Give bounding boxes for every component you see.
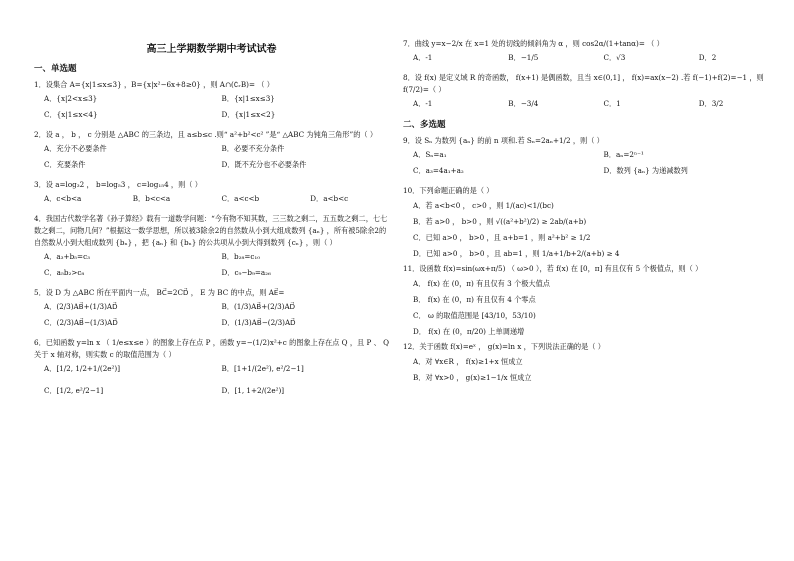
option-a[interactable]: A．{x|2<x≤3}	[44, 94, 98, 103]
question-9-stem: 9．设 Sₙ 为数列 {aₙ} 的前 n 项和.若 Sₙ=2aₙ+1/2 ，则（ ）	[403, 136, 604, 145]
option-a[interactable]: A．若 a<b<0 ， c>0 ，则 1/(ac)<1/(bc)	[413, 201, 554, 210]
option-a[interactable]: A．a₃+b₅=c₃	[44, 252, 90, 261]
question-4-stem: 4．我国古代数学名著《孙子算经》载有一道数学问题：“今有物不知其数，三三数之剩二，五五数之剩二，七七数之剩二，问物几何？”根据这一数学思想，所以被3除余2的自然数从小到大组成数列 {aₙ} ，所有被5除余2的自然数从小到大组成数列 {bₙ} ，把 {aₙ} 和 {bₙ} 的公共项从小到大得到数列 {cₙ} ，则（ ）	[34, 214, 388, 247]
question-1-options	[34, 93, 389, 125]
option-b[interactable]: B．必要不充分条件	[221, 144, 285, 153]
option-c[interactable]: C．[1/2, e²/2−1]	[44, 386, 104, 395]
option-d[interactable]: D．既不充分也不必要条件	[221, 160, 307, 169]
option-c[interactable]: C．a₃=4a₁+a₂	[413, 166, 464, 175]
option-b[interactable]: B．−1/5	[508, 53, 539, 62]
option-a[interactable]: A．-1	[413, 99, 433, 108]
option-d[interactable]: D．{x|1≤x<2}	[221, 110, 276, 119]
option-b[interactable]: B．对 ∀x>0 ， g(x)≥1−1/x 恒成立	[413, 373, 532, 382]
question-9-options	[403, 149, 784, 181]
question-6-stem: 6．已知函数 y=ln x （ 1/e≤x≤e ）的图象上存在点 P ，函数 y=−(1/2)x²+c 的图象上存在点 Q ，且 P 、 Q 关于 x 轴对称，则实数 c 的取值范围为（ ）	[34, 338, 390, 359]
question-1-stem: 1．设集合 A={x|1≤x≤3} ，B={x|x²−6x+8≥0} ，则 A∩(∁ᵣB)= （ ）	[34, 80, 274, 89]
option-c[interactable]: C．{x|1≤x<4}	[44, 110, 98, 119]
option-b[interactable]: B．若 a>0 ， b>0 ，则 √((a²+b²)/2) ≥ 2ab/(a+b)	[413, 217, 587, 226]
option-d[interactable]: D．(1/3)AB⃗−(2/3)AD⃗	[221, 318, 296, 327]
option-c[interactable]: C．a₅b₂>c₈	[44, 268, 85, 277]
option-d[interactable]: D． f(x) 在 (0，π/20) 上单调递增	[413, 327, 525, 336]
option-c[interactable]: C． ω 的取值范围是 [43/10，53/10)	[413, 311, 536, 320]
option-d[interactable]: D．数列 {aₙ} 为递减数列	[603, 166, 688, 175]
question-4-options	[34, 251, 389, 283]
question-5-stem: 5．设 D 为 △ABC 所在平面内一点， BC⃗=2CD⃗ ， E 为 BC 的中点，则 AE⃗=	[34, 288, 285, 297]
question-6-options	[34, 363, 389, 407]
option-a[interactable]: A．[1/2, 1/2+1/(2e²)]	[44, 364, 121, 373]
option-d[interactable]: D．[1, 1+2/(2e²)]	[221, 386, 285, 395]
option-a[interactable]: A．对 ∀x∈R ， f(x)≥1+x 恒成立	[413, 357, 523, 366]
question-3-options	[34, 193, 389, 209]
option-b[interactable]: B．(1/3)AB⃗+(2/3)AD⃗	[221, 302, 296, 311]
question-11-stem: 11．设函数 f(x)=sin(ωx+π/5) （ ω>0 ），若 f(x) 在 [0，π] 有且仅有 5 个极值点，则（ ）	[403, 264, 703, 273]
option-d[interactable]: D．2	[698, 53, 717, 62]
section-heading-multiple-choice: 二、多选题	[403, 120, 446, 130]
option-b[interactable]: B．b₂₈=c₁₀	[221, 252, 261, 261]
option-d[interactable]: D．a<b<c	[310, 194, 349, 203]
question-8-options	[403, 98, 784, 114]
question-12-options	[403, 355, 784, 384]
right-column	[397, 0, 794, 561]
question-11-options	[403, 277, 784, 338]
option-c[interactable]: C．充要条件	[44, 160, 86, 169]
option-b[interactable]: B．b<c<a	[132, 194, 171, 203]
option-b[interactable]: B．aₙ=2ⁿ⁻¹	[603, 150, 644, 159]
question-2-options	[34, 143, 389, 175]
option-a[interactable]: A．-1	[413, 53, 433, 62]
question-3-stem: 3．设 a=log₃2 ， b=log₅3 ， c=log₁₅4 ，则（ ）	[34, 180, 202, 189]
question-10-options	[403, 199, 784, 260]
option-c[interactable]: C．已知 a>0 ， b>0 ，且 a+b=1 ，则 a²+b² ≥ 1/2	[413, 233, 591, 242]
exam-title: 高三上学期数学期中考试试卷	[146, 44, 277, 55]
option-d[interactable]: D．c₉−b₉=a₂₆	[221, 268, 271, 277]
section-heading-single-choice: 一、单选题	[34, 64, 77, 74]
option-c[interactable]: C．a<c<b	[221, 194, 260, 203]
option-b[interactable]: B．{x|1≤x≤3}	[221, 94, 275, 103]
option-a[interactable]: A．Sₙ=a₁	[413, 150, 447, 159]
question-8-stem: 8．设 f(x) 是定义域 R 的奇函数， f(x+1) 是偶函数，且当 x∈(0,1] ， f(x)=ax(x−2) .若 f(−1)+f(2)=−1 ，则 f(7/2)=（ ）	[403, 73, 764, 94]
option-a[interactable]: A．c<b<a	[44, 194, 82, 203]
option-b[interactable]: B．[1+1/(2e²), e²/2−1]	[221, 364, 304, 373]
option-a[interactable]: A．充分不必要条件	[44, 144, 107, 153]
option-a[interactable]: A．(2/3)AB⃗+(1/3)AD⃗	[44, 302, 118, 311]
question-7-stem: 7．曲线 y=x−2/x 在 x=1 处的切线的倾斜角为 α ，则 cos2α/(1+tanα)= （ ）	[403, 39, 664, 48]
option-a[interactable]: A． f(x) 在 (0，π) 有且仅有 3 个极大值点	[413, 279, 550, 288]
option-c[interactable]: C．(2/3)AB⃗−(1/3)AD⃗	[44, 318, 118, 327]
question-12-stem: 12．关于函数 f(x)=eˣ ， g(x)=ln x ，下列说法正确的是（ ）	[403, 342, 605, 351]
option-b[interactable]: B． f(x) 在 (0，π) 有且仅有 4 个零点	[413, 295, 536, 304]
option-b[interactable]: B．−3/4	[508, 99, 539, 108]
option-d[interactable]: D．已知 a>0 ， b>0 ，且 ab=1 ，则 1/a+1/b+2/(a+b) ≥ 4	[413, 249, 620, 258]
question-2-stem: 2．设 a ， b ， c 分别是 △ABC 的三条边，且 a≤b≤c .则“ a²+b²<c² ”是“ △ABC 为钝角三角形”的（ ）	[34, 130, 378, 139]
option-d[interactable]: D．3/2	[698, 99, 724, 108]
option-c[interactable]: C．1	[603, 99, 621, 108]
question-10-stem: 10．下列命题正确的是（ ）	[403, 186, 494, 195]
question-7-options	[403, 52, 784, 68]
question-5-options	[34, 301, 389, 333]
option-c[interactable]: C．√3	[603, 53, 626, 62]
